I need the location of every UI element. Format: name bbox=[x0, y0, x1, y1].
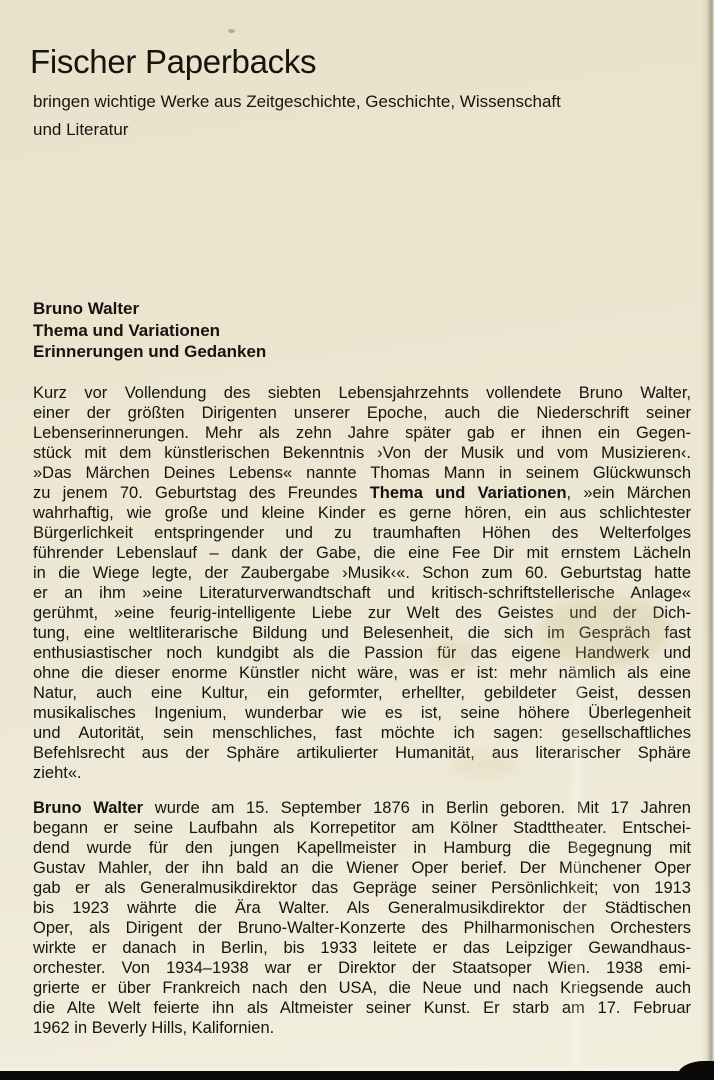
text-line: enthusiastischer noch kundgibt als die Passion für das eigene Handwerk und bbox=[33, 644, 691, 662]
text-line: dend wurde für den jungen Kapellmeister in Hamburg die Begegnung mit bbox=[33, 839, 691, 857]
book-subtitle: Erinnerungen und Gedanken bbox=[33, 342, 267, 361]
text-line: Bürgerlichkeit entspringender und zu traumhaften Höhen des Welterfolges bbox=[33, 524, 691, 542]
text-line: in die Wiege legte, der Zaubergabe ›Musik‹«. Schon zum 60. Geburtstag hatte bbox=[33, 564, 691, 582]
text-line: Gustav Mahler, der ihn bald an die Wiener Oper berief. Der Münchener Oper bbox=[33, 859, 691, 877]
paper-speck bbox=[228, 29, 235, 33]
text-line: Natur, auch eine Kultur, ein geformter, erhellter, gebildeter Geist, dessen bbox=[33, 684, 691, 702]
text-line: zu jenem 70. Geburtstag des Freundes Thema und Variationen, »ein Märchen bbox=[33, 484, 691, 502]
text-line: Befehlsrecht aus der Sphäre artikulierter Humanität, aus literarischer Sphäre bbox=[33, 744, 691, 762]
text-line: »Das Märchen Deines Lebens« nannte Thomas Mann in seinem Glückwunsch bbox=[33, 464, 691, 482]
publisher-title: Fischer Paperbacks bbox=[30, 43, 317, 80]
publisher-subtitle-line: bringen wichtige Werke aus Zeitgeschichte, Geschichte, Wissenschaft bbox=[33, 92, 561, 111]
text-line: Kurz vor Vollendung des siebten Lebensjahrzehnts vollendete Bruno Walter, bbox=[33, 384, 691, 402]
page-bottom-edge bbox=[0, 1071, 714, 1080]
text-line: Lebenserinnerungen. Mehr als zehn Jahre später gab er ihnen ein Gegen- bbox=[33, 424, 691, 442]
text-line: er an ihm »eine Literaturverwandtschaft und kritisch-schriftstellerische Anlage« bbox=[33, 584, 691, 602]
publisher-subtitle bbox=[33, 88, 561, 144]
text-line: orchester. Von 1934–1938 war er Direktor der Staatsoper Wien. 1938 emi- bbox=[33, 959, 691, 977]
text-line: zieht«. bbox=[33, 764, 82, 782]
book-heading bbox=[33, 298, 266, 363]
text-line: gerühmt, »eine feurig-intelligente Liebe zur Welt des Geistes und der Dich- bbox=[33, 604, 691, 622]
text-line: stück mit dem künstlerischen Bekenntnis ›Von der Musik und vom Musizieren‹. bbox=[33, 444, 691, 462]
paper-stain bbox=[540, 595, 670, 667]
book-title: Thema und Variationen bbox=[33, 320, 221, 340]
paper-stain bbox=[425, 640, 479, 670]
text-line: einer der größten Dirigenten unserer Epoche, auch die Niederschrift seiner bbox=[33, 404, 691, 422]
text-line: führender Lebenslauf – dank der Gabe, die eine Fee Dir mit ernstem Lächeln bbox=[33, 544, 691, 562]
bio-paragraph bbox=[33, 798, 691, 1038]
text-line: 1962 in Beverly Hills, Kalifornien. bbox=[33, 1019, 275, 1037]
text-line: und Autorität, sein menschliches, fast möchte ich sagen: gesellschaftliches bbox=[33, 724, 691, 742]
text-line: musikalisches Ingenium, wunderbar wie es ist, seine höhere Überlegenheit bbox=[33, 704, 691, 722]
text-line: wirkte er danach in Berlin, bis 1933 leitete er das Leipziger Gewandhaus- bbox=[33, 939, 691, 957]
text-line: wahrhaftig, wie große und kleine Kinder es gerne hören, ein aus schlichtester bbox=[33, 504, 691, 522]
text-line: tung, eine weltliterarische Bildung und Belesenheit, die sich im Gespräch fast bbox=[33, 624, 691, 642]
text-line: gab er als Generalmusikdirektor das Gepräge seiner Persönlichkeit; von 1913 bbox=[33, 879, 691, 897]
text-line: Bruno Walter wurde am 15. September 1876 in Berlin geboren. Mit 17 Jahren bbox=[33, 799, 691, 817]
text-line: bis 1923 währte die Ära Walter. Als Generalmusikdirektor der Städtischen bbox=[33, 899, 691, 917]
text-line: ohne die dieser enorme Künstler nicht wäre, was er ist: mehr nämlich als eine bbox=[33, 664, 691, 682]
text-line: grierte er über Frankreich nach den USA, die Neue und nach Kriegsende auch bbox=[33, 979, 691, 997]
scan-crease bbox=[572, 668, 582, 1068]
paper-stain bbox=[452, 752, 516, 778]
page-right-edge bbox=[701, 0, 714, 1080]
text-line: Oper, als Dirigent der Bruno-Walter-Konzerte des Philharmonischen Orchesters bbox=[33, 919, 691, 937]
text-line: die Alte Welt feierte ihn als Altmeister seiner Kunst. Er starb am 17. Februar bbox=[33, 999, 691, 1017]
publisher-subtitle-line: und Literatur bbox=[33, 120, 129, 139]
blurb-paragraph bbox=[33, 383, 691, 783]
text-line: begann er seine Laufbahn als Korrepetitor am Kölner Stadttheater. Entschei- bbox=[33, 819, 691, 837]
book-author: Bruno Walter bbox=[33, 299, 140, 318]
page-corner-curl bbox=[678, 1061, 714, 1080]
